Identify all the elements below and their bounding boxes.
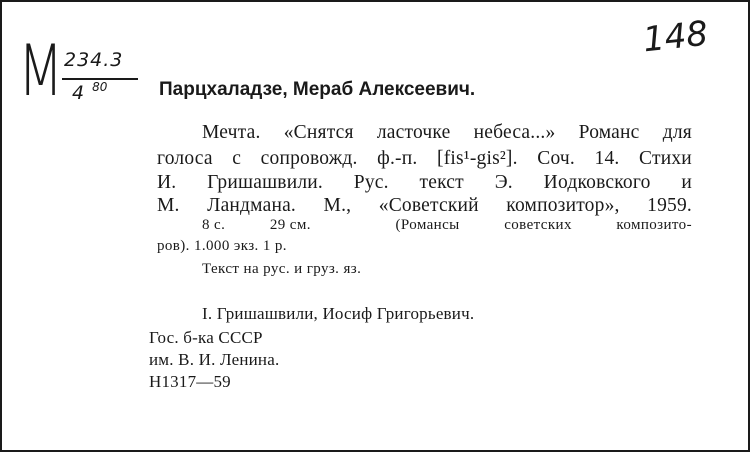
shelfmark-bottom-sup: 80 (92, 80, 108, 94)
author-heading: Парцхаладзе, Мераб Алексеевич. (159, 79, 476, 100)
library-line-1: Гос. б-ка СССР (149, 328, 263, 347)
language-note: Текст на рус. и груз. яз. (202, 261, 362, 277)
description-line-2: голоса с сопровожд. ф.-п. [fis¹-gis²]. Соч. 14. Стихи (157, 148, 692, 169)
description-line-3: И. Гришашвили. Рус. текст Э. Иодковского и (157, 172, 692, 193)
library-line-2: им. В. И. Ленина. (149, 350, 280, 369)
catalog-number: Н1317—59 (149, 372, 231, 391)
page-number: 148 (641, 13, 710, 61)
shelfmark-bottom (72, 80, 108, 104)
shelfmark-bottom-number: 4 (72, 82, 85, 104)
shelfmark-top: 234.3 (64, 49, 124, 71)
tracing-entry: I. Гришашвили, Иосиф Григорьевич. (202, 304, 475, 323)
description-line-1: Мечта. «Снятся ласточке небеса...» Романс для (202, 122, 692, 143)
collation-line-2: ров). 1.000 экз. 1 р. (157, 238, 287, 254)
shelfmark-letter: M (18, 30, 64, 112)
collation-line-1: 8 с. 29 см. (Романсы советских композито- (202, 217, 692, 233)
description-line-4: М. Ландмана. М., «Советский композитор», 1959. (157, 195, 692, 216)
